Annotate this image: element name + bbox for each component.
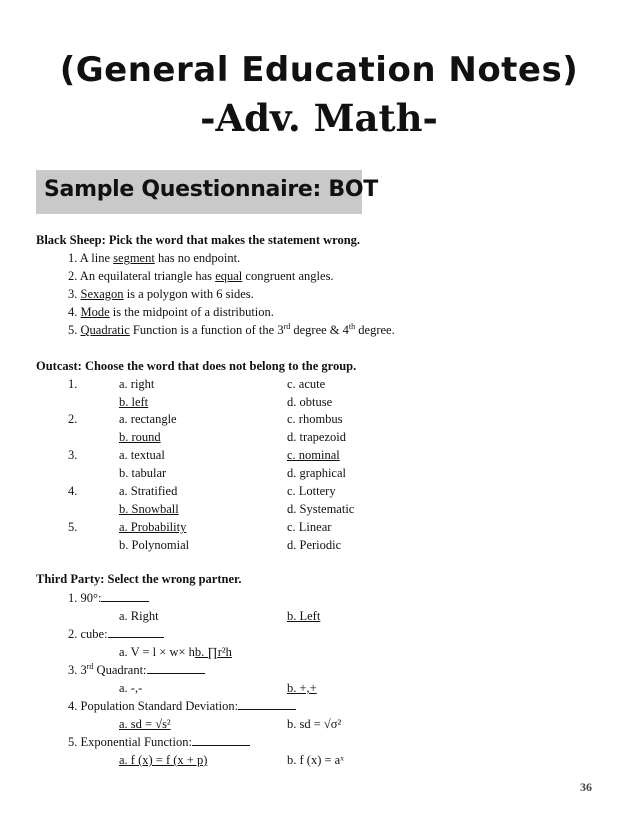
third-party-option: b. f (x) = aˣ (287, 753, 344, 767)
outcast-heading: Outcast: Choose the word that does not belong to the group. (36, 359, 357, 373)
third-party-option: a. V = l × w× hb. ∏r²h (119, 645, 232, 659)
black-sheep-item: 3. Sexagon is a polygon with 6 sides. (68, 287, 254, 301)
outcast-answer: a. Probability (119, 520, 187, 534)
outcast-answer: b. left (119, 395, 149, 409)
outcast-option: d. obtuse (287, 395, 333, 409)
third-party-answer: a. sd = √s² (119, 717, 171, 731)
outcast-answer: c. nominal (287, 448, 340, 462)
outcast-option: d. Periodic (287, 538, 342, 552)
third-party-heading: Third Party: Select the wrong partner. (36, 572, 242, 586)
outcast-number: 1. (68, 377, 78, 391)
third-party-answer: b. Left (287, 609, 321, 623)
outcast-option: c. Linear (287, 520, 332, 534)
third-party-question: 5. Exponential Function: (68, 733, 250, 751)
outcast-answer: b. Snowball (119, 502, 179, 516)
page-number: 36 (580, 780, 592, 794)
third-party-option: a. Right (119, 609, 159, 623)
outcast-number: 2. (68, 412, 78, 426)
outcast-option: d. graphical (287, 466, 347, 480)
third-party-option: b. sd = √σ² (287, 717, 342, 731)
page-title: (General Education Notes) (59, 50, 579, 90)
page-subtitle: -Adv. Math- (200, 96, 438, 140)
third-party-question: 3. 3rd Quadrant: (68, 661, 205, 679)
third-party-question: 4. Population Standard Deviation: (68, 697, 296, 715)
outcast-answer: b. round (119, 430, 161, 444)
outcast-option: c. Lottery (287, 484, 336, 498)
outcast-option: d. Systematic (287, 502, 355, 516)
outcast-option: a. textual (119, 448, 165, 462)
third-party-answer: b. +,+ (287, 681, 317, 695)
third-party-option: a. -,- (119, 681, 143, 695)
outcast-option: c. rhombus (287, 412, 343, 426)
black-sheep-item: 4. Mode is the midpoint of a distribution. (68, 305, 274, 319)
outcast-option: a. right (119, 377, 155, 391)
outcast-number: 4. (68, 484, 78, 498)
banner-text: Sample Questionnaire: BOT (44, 177, 378, 202)
black-sheep-item: 5. Quadratic Function is a function of the 3rd degree & 4th degree. (68, 321, 395, 337)
section-banner (36, 170, 378, 214)
outcast-option: c. acute (287, 377, 326, 391)
black-sheep-item: 2. An equilateral triangle has equal congruent angles. (68, 269, 334, 283)
third-party-question: 1. 90°: (68, 589, 149, 607)
outcast-option: a. Stratified (119, 484, 178, 498)
outcast-number: 5. (68, 520, 78, 534)
black-sheep-heading: Black Sheep: Pick the word that makes the statement wrong. (36, 233, 361, 247)
third-party-question: 2. cube: (68, 625, 164, 643)
third-party-answer: a. f (x) = f (x + p) (119, 753, 208, 767)
outcast-option: a. rectangle (119, 412, 177, 426)
outcast-option: d. trapezoid (287, 430, 347, 444)
outcast-option: b. Polynomial (119, 538, 190, 552)
outcast-option: b. tabular (119, 466, 167, 480)
black-sheep-item: 1. A line segment has no endpoint. (68, 251, 241, 265)
outcast-number: 3. (68, 448, 78, 462)
